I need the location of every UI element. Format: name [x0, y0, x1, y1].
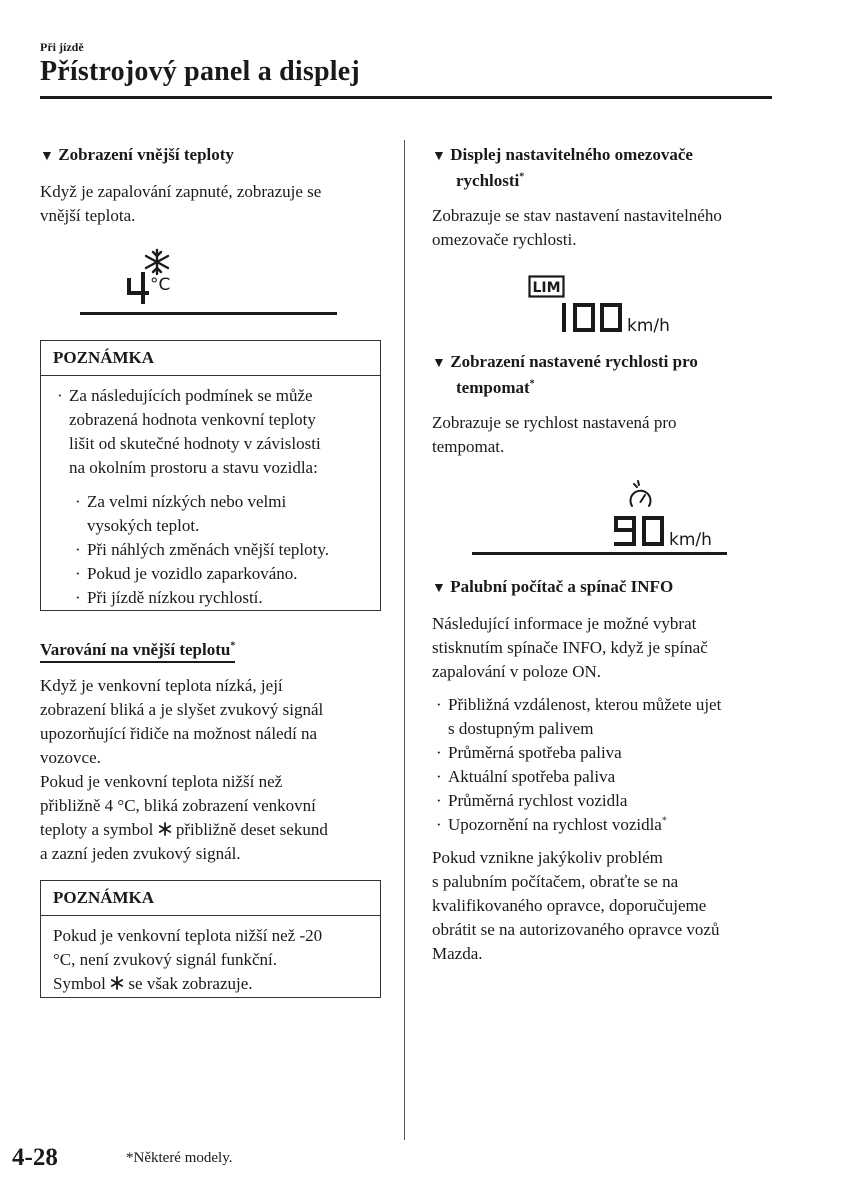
note-subitem: · Pokud je vozidlo zaparkováno. [53, 562, 368, 586]
snowflake-icon [158, 822, 172, 836]
paragraph-trip-computer: Následující informace je možné vybrat stisknutím spínače INFO, když je spínač zapalování v poloze ON. [432, 614, 708, 681]
column-divider [404, 140, 405, 1140]
segment-digits-100 [562, 303, 622, 332]
snowflake-icon [146, 250, 168, 274]
cruise-speed-display [472, 478, 732, 558]
snowflake-icon [110, 976, 124, 990]
note-title: POZNÁMKA [41, 881, 380, 916]
speed-unit: km/h [627, 316, 670, 336]
paragraph-trip-computer-problem: Pokud vznikne jakýkoliv problém s palubním počítačem, obraťte se na kvalifikovaného opravce, doporučujeme obrátit se na autorizovaného opravce vozů Mazda. [432, 848, 720, 963]
temp-unit: °C [150, 275, 171, 295]
heading-cruise-speed: ▼ Zobrazení nastavené rychlosti pro tempomat* [432, 352, 698, 397]
triangle-bullet-icon: ▼ [432, 581, 446, 596]
note-box-signal: POZNÁMKA Pokud je venkovní teplota nižší než -20 °C, není zvukový signál funkční. Symbol se však zobrazuje. [40, 880, 381, 998]
segment-digit-4 [127, 272, 149, 304]
title-rule [40, 96, 772, 99]
list-item: · Průměrná rychlost vozidla [432, 789, 782, 813]
note-subitem: · Při náhlých změnách vnější teploty. [53, 538, 368, 562]
note-subitem: · Za velmi nízkých nebo velmi vysokých teplot. [53, 490, 368, 538]
list-item: · Upozornění na rychlost vozidla* [432, 813, 782, 837]
page-title: Přístrojový panel a displej [40, 56, 360, 87]
speed-unit: km/h [669, 530, 712, 550]
speedometer-icon [631, 481, 651, 506]
display-baseline [80, 312, 337, 315]
outside-temp-display [80, 246, 340, 320]
list-item: · Průměrná spotřeba paliva [432, 741, 782, 765]
heading-trip-computer: ▼ Palubní počítač a spínač INFO [432, 575, 777, 601]
heading-outside-temp-warning: Varování na vnější teplotu* [40, 638, 235, 662]
svg-text:LIM: LIM [532, 280, 561, 296]
note-title: POZNÁMKA [41, 341, 380, 376]
paragraph-warning: Když je venkovní teplota nízká, její zobrazení bliká a je slyšet zvukový signál upozorňující řidiče na možnost náledí na vozovce. Pokud je venkovní teplota nižší než přibližně 4 °C, bliká zobrazení venkovní teploty a symbol přibližně deset sekund a zazní jeden zvukový signál. [40, 676, 328, 863]
paragraph-outside-temp: Když je zapalování zapnuté, zobrazuje se vnější teplota. [40, 182, 322, 225]
list-item: · Přibližná vzdálenost, kterou můžete ujet s dostupným palivem [432, 693, 782, 741]
paragraph-cruise-speed: Zobrazuje se rychlost nastavená pro tempomat. [432, 413, 677, 456]
triangle-bullet-icon: ▼ [432, 149, 446, 164]
paragraph-speed-limiter: Zobrazuje se stav nastavení nastavitelného omezovače rychlosti. [432, 206, 722, 249]
footnote: *Některé modely. [126, 1150, 233, 1166]
page-number: 4-28 [12, 1144, 58, 1171]
triangle-bullet-icon: ▼ [432, 356, 446, 371]
note-item: · Za následujících podmínek se může zobrazená hodnota venkovní teploty lišit od skutečné hodnoty v závislosti na okolním prostoru a stavu vozidla: [53, 384, 368, 480]
section-label: Při jízdě [40, 40, 84, 54]
note-box-conditions [40, 340, 381, 611]
heading-outside-temp: ▼ Zobrazení vnější teploty [40, 143, 380, 169]
list-item: · Aktuální spotřeba paliva [432, 765, 782, 789]
note-subitem: · Při jízdě nízkou rychlostí. [53, 586, 368, 610]
speed-limiter-display [528, 272, 688, 336]
display-baseline [472, 552, 727, 555]
segment-digits-90 [614, 516, 664, 546]
trip-computer-list [432, 693, 782, 837]
heading-speed-limiter: ▼ Displej nastavitelného omezovače rychlosti* [432, 145, 693, 190]
triangle-bullet-icon: ▼ [40, 149, 54, 164]
